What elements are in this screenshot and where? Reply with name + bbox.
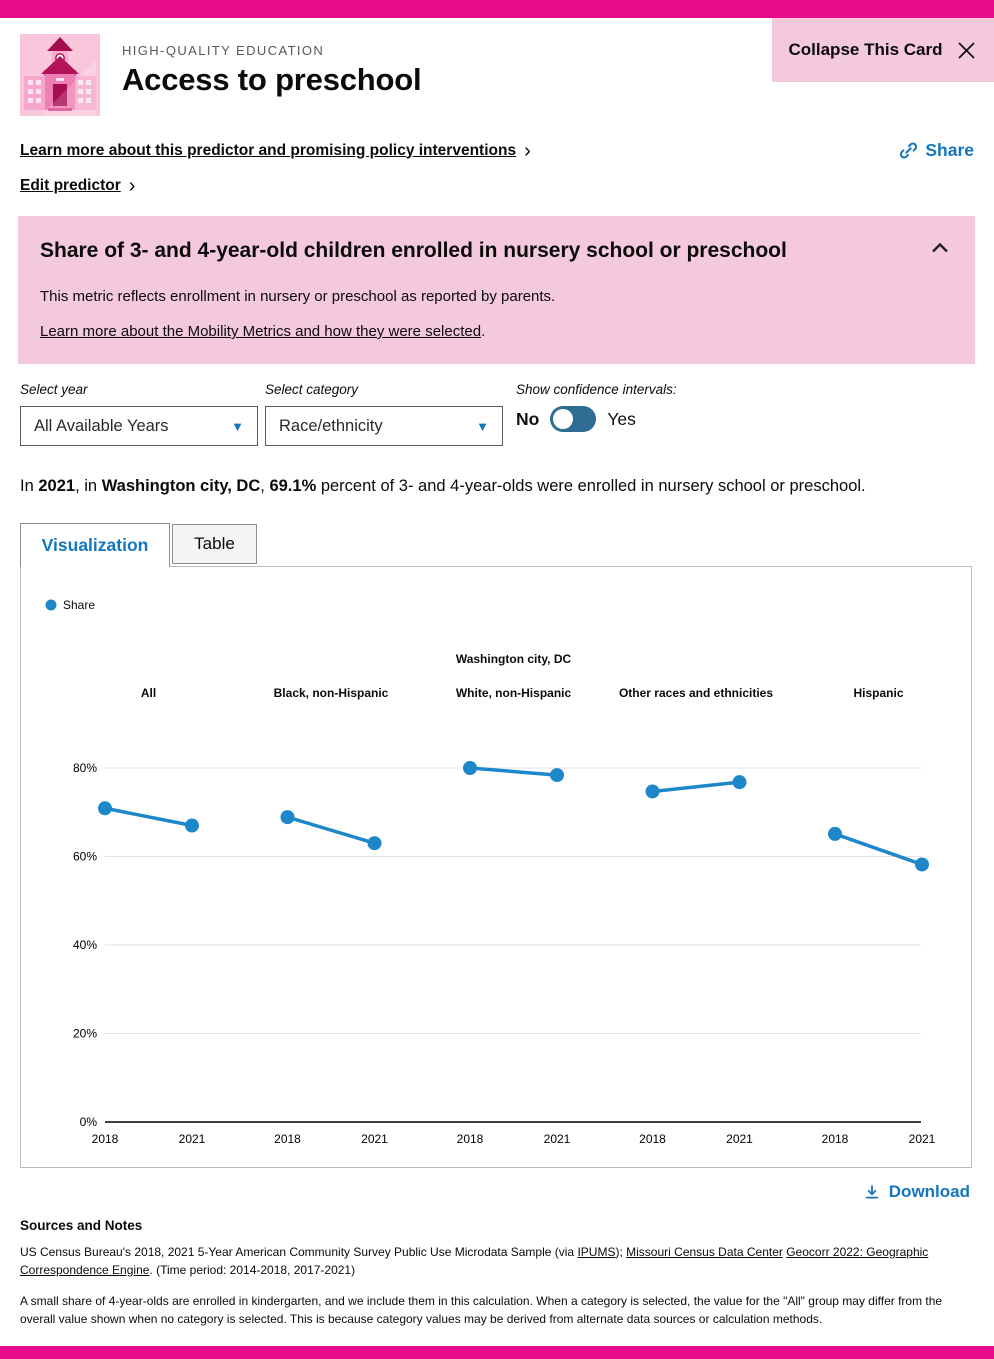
toggle-knob: [553, 409, 573, 429]
sources-section: [0, 1218, 994, 1328]
share-label: Share: [925, 140, 974, 160]
year-select-value: All Available Years: [34, 416, 169, 435]
x-tick-label: 2021: [178, 1132, 206, 1146]
download-link[interactable]: [863, 1182, 970, 1202]
caret-down-icon: ▼: [476, 418, 489, 434]
y-tick-label: 60%: [72, 849, 97, 864]
confidence-interval-toggle[interactable]: [550, 406, 596, 432]
group-label: White, non-Hispanic: [455, 686, 572, 700]
geocorr-link[interactable]: Geocorr 2022: Geographic Correspondence Engine: [20, 1245, 929, 1277]
data-point[interactable]: [550, 768, 564, 782]
metric-collapse-button[interactable]: [927, 232, 953, 267]
group-label: Hispanic: [853, 686, 904, 700]
legend-label: Share: [63, 598, 96, 612]
visualization-panel: [20, 566, 972, 1168]
data-point[interactable]: [646, 784, 660, 798]
series-line: [653, 782, 740, 791]
category-control: [265, 382, 503, 446]
group-label: Black, non-Hispanic: [273, 686, 389, 700]
series-line: [835, 834, 922, 865]
series-line: [288, 817, 375, 843]
metric-link-suffix: .: [481, 323, 486, 340]
close-icon: [956, 40, 977, 61]
series-line: [105, 808, 192, 825]
data-point[interactable]: [733, 775, 747, 789]
edit-predictor-link[interactable]: [20, 176, 135, 196]
legend-dot: [46, 600, 57, 611]
share-link[interactable]: [899, 140, 974, 161]
x-tick-label: 2018: [639, 1132, 666, 1146]
x-tick-label: 2021: [543, 1132, 571, 1146]
tab-table-label: Table: [194, 534, 235, 553]
confidence-intervals-control: [516, 382, 677, 446]
toggle-yes-label: Yes: [607, 408, 636, 429]
data-point[interactable]: [281, 810, 295, 824]
data-point[interactable]: [828, 827, 842, 841]
y-tick-label: 40%: [72, 938, 97, 952]
confidence-intervals-label: Show confidence intervals:: [516, 382, 677, 397]
category-select-value: Race/ethnicity: [279, 416, 383, 435]
sources-note: A small share of 4-year-olds are enrolled in kindergarten, and we include them in this calculation. When a category is selected, the value for the "All" group may differ from the overall value shown when no category is selected. This is because category values may be derived from alternate data sources or calculation methods.: [20, 1294, 943, 1326]
x-tick-label: 2018: [456, 1132, 484, 1146]
y-tick-label: 80%: [72, 761, 97, 775]
x-tick-label: 2021: [361, 1132, 388, 1146]
group-label: Other races and ethnicities: [618, 686, 774, 700]
summary-year: 2021: [38, 477, 76, 495]
geography-annotation: Washington city, DC: [455, 652, 572, 666]
select-category-label: Select category: [265, 382, 359, 397]
learn-more-predictor-label: Learn more about this predictor and promising policy interventions: [20, 141, 517, 159]
y-tick-label: 0%: [79, 1115, 97, 1129]
series-line: [470, 768, 557, 775]
select-year-label: Select year: [20, 382, 88, 397]
metric-panel: [18, 216, 975, 364]
data-point[interactable]: [98, 801, 112, 815]
metric-title: Share of 3- and 4-year-old children enrolled in nursery school or preschool: [40, 239, 787, 262]
group-label: All: [140, 686, 157, 700]
chevron-up-icon: [931, 242, 949, 254]
summary-place: Washington city, DC: [101, 477, 261, 495]
collapse-card-button[interactable]: [772, 18, 994, 82]
x-tick-label: 2018: [821, 1132, 849, 1146]
data-point[interactable]: [185, 819, 199, 833]
ipums-link[interactable]: IPUMS: [577, 1245, 616, 1259]
data-point[interactable]: [915, 857, 929, 871]
x-tick-label: 2018: [91, 1132, 119, 1146]
y-tick-label: 20%: [72, 1026, 97, 1041]
x-tick-label: 2018: [274, 1132, 301, 1146]
year-select[interactable]: [20, 406, 258, 446]
summary-value: 69.1%: [269, 477, 317, 495]
top-accent-bar: [0, 0, 994, 18]
collapse-card-label: Collapse This Card: [788, 40, 943, 59]
data-point[interactable]: [463, 761, 477, 775]
view-tabs: [0, 523, 994, 566]
sources-text: US Census Bureau's 2018, 2021 5-Year American Community Survey Public Use Microdata Sample (via IPUMS); Missouri Census Data Center Geocorr 2022: Geographic Correspondence Engine. (Time period: 2014-2018, 2017-2021): [20, 1245, 929, 1277]
page-title: Access to preschool: [122, 62, 422, 97]
chevron-right-icon: ›: [128, 175, 136, 197]
mobility-metrics-link[interactable]: Learn more about the Mobility Metrics and how they were selected: [40, 323, 482, 340]
chevron-right-icon: ›: [524, 139, 531, 162]
x-tick-label: 2021: [726, 1132, 753, 1146]
sources-heading: Sources and Notes: [20, 1218, 143, 1233]
tab-table[interactable]: [172, 524, 257, 564]
bottom-accent-bar: [0, 1346, 994, 1359]
year-control: [20, 382, 258, 446]
category-select[interactable]: [265, 406, 503, 446]
caret-down-icon: ▼: [231, 418, 244, 434]
tab-visualization[interactable]: [20, 523, 170, 567]
link-icon: [899, 141, 918, 160]
school-icon: [20, 34, 100, 116]
chart: [21, 567, 971, 1167]
tab-visualization-label: Visualization: [41, 535, 149, 555]
missouri-census-link[interactable]: Missouri Census Data Center: [626, 1245, 783, 1259]
download-label: Download: [888, 1182, 970, 1201]
x-tick-label: 2021: [908, 1132, 936, 1146]
download-icon: [863, 1183, 881, 1201]
metric-description: This metric reflects enrollment in nursery or preschool as reported by parents.: [40, 288, 556, 305]
edit-predictor-label: Edit predictor: [20, 177, 121, 194]
learn-more-predictor-link[interactable]: [20, 141, 531, 161]
pillar-label: HIGH-QUALITY EDUCATION: [122, 43, 325, 58]
data-point[interactable]: [368, 836, 382, 850]
toggle-no-label: No: [516, 408, 540, 429]
summary-sentence: In 2021, in Washington city, DC, 69.1% percent of 3- and 4-year-olds were enrolled in nursery school or preschool.: [20, 477, 866, 495]
